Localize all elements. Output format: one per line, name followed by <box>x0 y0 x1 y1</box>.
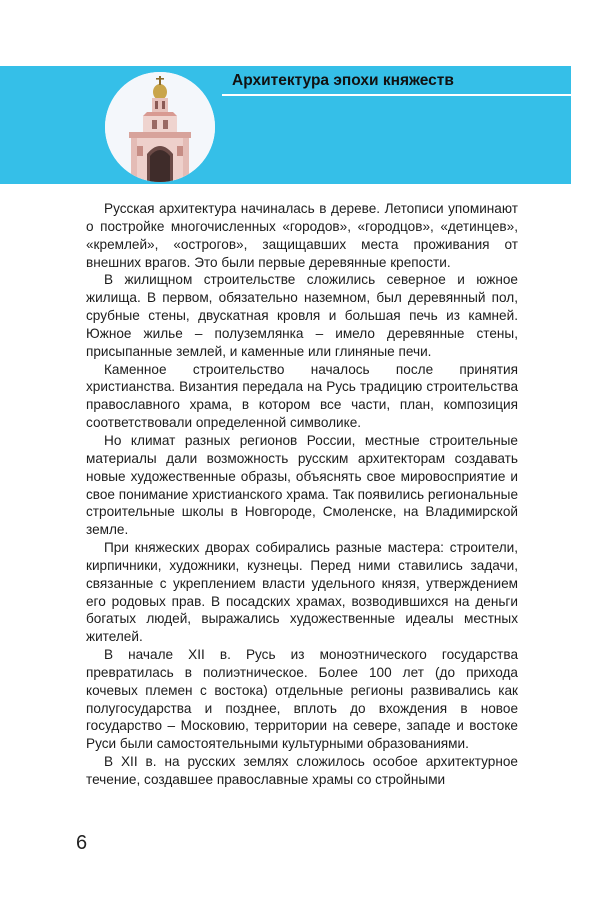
paragraph: В начале XII в. Русь из моноэтнического государства превратилась в полиэтническое. Более 100 лет (до прихода кочевых племен с востока) отдельные регионы развивались как полугосударства и позднее, вплоть до вхождения в новое государство – Московию, территории на севере, западе и востоке Руси были самостоятельными культурными образованиями. <box>86 647 518 752</box>
page-number: 6 <box>76 832 88 854</box>
paragraph: Но климат разных регионов России, местные строительные материалы дали возможность русским архитекторам создавать новые художественные образы, объяснять свое мировосприятие и свое понимание христианского храма. Так появились региональные строительные школы в Новгороде, Смоленске, на Владимирской земле. <box>86 432 518 538</box>
chapter-title: Архитектура эпохи княжеств <box>232 72 454 89</box>
paragraph: Каменное строительство началось после принятия христианства. Византия передала на Русь традицию строительства православного храма, в котором все части, план, композиция соответствовали определенной символике. <box>86 361 518 431</box>
header-divider <box>222 94 571 96</box>
paragraph: В жилищном строительстве сложились северное и южное жилища. В первом, обязательно наземном, был деревянный пол, срубные стены, двускатная кровля и большая печь из камней. Южное жилье – полуземлянка – имело деревянные стены, присыпанные землей, и каменные или глиняные печи. <box>86 272 518 359</box>
paragraph: При княжеских дворах собирались разные мастера: строители, кирпичники, художники, кузнецы. Перед ними ставились задачи, связанные с укреплением власти удельного князя, утверждением его родовых прав. В посадских храмах, возводившихся на деньги богатых людей, выражались художественные идеалы местных жителей. <box>86 540 518 645</box>
paragraph: Русская архитектура начиналась в дереве. Летописи упоминают о постройке многочисленных «городов», «городцов», «детинцев», «кремлей», «острогов», защищавших места проживания от внешних врагов. Это были первые деревянные крепости. <box>86 201 518 270</box>
article-body <box>86 200 518 789</box>
golden-gate-church-icon <box>105 72 215 182</box>
golden-gate-church-image <box>105 72 215 182</box>
paragraph: В XII в. на русских землях сложилось особое архитектурное течение, создавшее православные храмы со стройными <box>86 754 518 787</box>
